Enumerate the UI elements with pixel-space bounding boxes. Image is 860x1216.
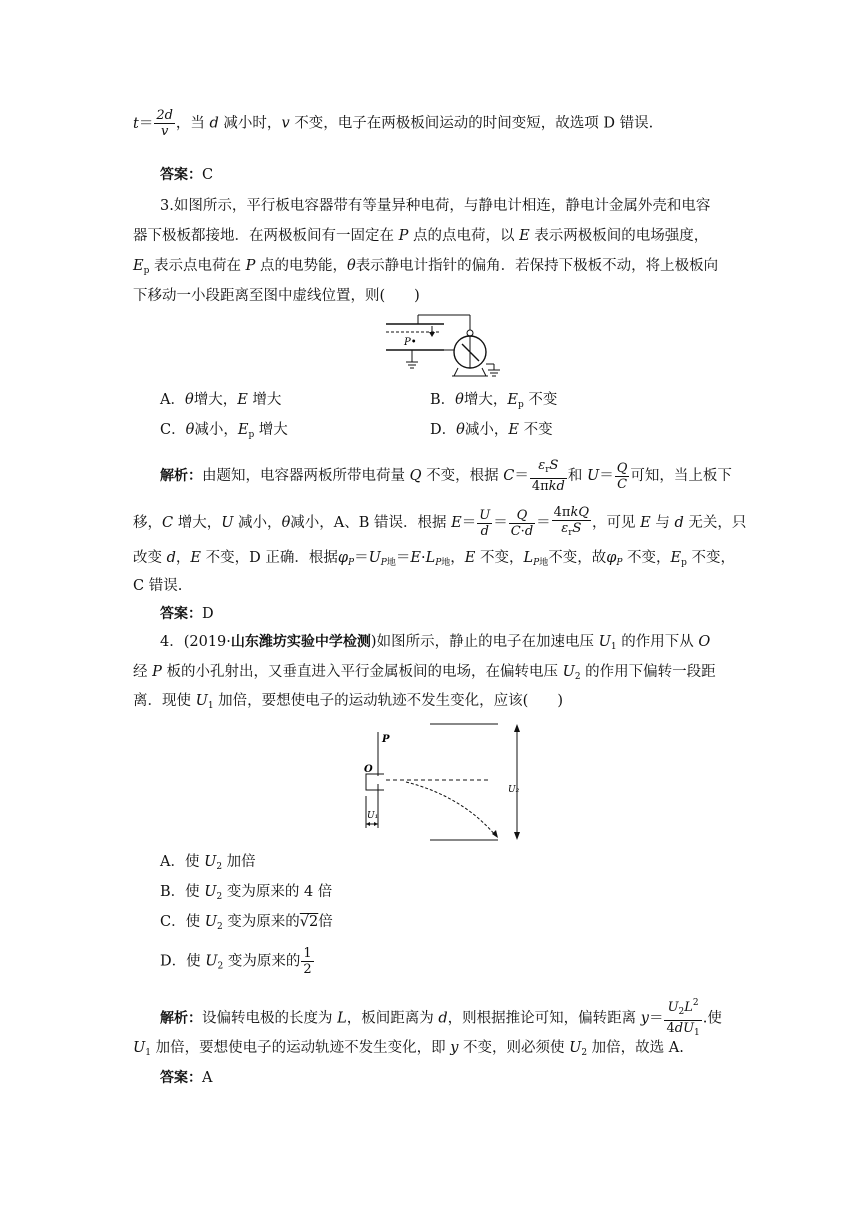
q3-explanation-line-4: C 错误.	[133, 578, 183, 594]
q3-option-b: B．θ增大，$E_p$ 不变	[430, 392, 558, 410]
q3-line-2: 器下极板都接地．在两极板间有一固定在 P 点的点电荷，以 E 表示两极板间的电场强度，	[133, 228, 709, 244]
q4-line-1: 4．(2019·山东潍坊实验中学检测)如图所示，静止的电子在加速电压 $U_1$ 的作用下从 O	[160, 634, 711, 652]
q4-line-3: 离．现使 $U_1$ 加倍，要想使电子的运动轨迹不发生变化，应该( )	[133, 693, 563, 711]
answer-d: 答案：D	[160, 606, 214, 622]
q3-option-a: A．θ增大，E 增大	[160, 392, 282, 408]
capacitor-electrometer-diagram	[382, 312, 542, 378]
u2-label: U₂	[508, 785, 520, 795]
time-formula: t＝ $\frac{2d}{v}$	[133, 108, 173, 139]
q4-option-a: A．使 $U_2$ 加倍	[160, 854, 256, 872]
q3-option-c: C．θ减小，$E_p$ 增大	[160, 422, 288, 440]
top-continuation-line: t＝ $\frac{2d}{v}$ ，当 d 减小时，v 不变，电子在两极板间运动的时间变短，故选项 D 错误.	[133, 108, 654, 139]
o-label: O	[364, 764, 373, 775]
point-p-label: P•	[404, 337, 417, 348]
p-plate-label: P	[382, 734, 390, 745]
q3-option-d: D．θ减小，E 不变	[430, 422, 553, 438]
q4-explanation-line-1: 解析：设偏转电极的长度为 L，板间距离为 d，则根据推论可知，偏转距离 y＝ $\frac{U_2L^2}{4dU_1}$ .使	[160, 998, 722, 1038]
answer-a: 答案：A	[160, 1070, 213, 1086]
q4-explanation-line-2: $U_1$ 加倍，要想使电子的运动轨迹不发生变化，即 y 不变，则必须使 $U_2$ 加倍，故选 A.	[133, 1040, 684, 1058]
q4-option-d: D．使 $U_2$ 变为原来的 $\frac{1}{2}$	[160, 946, 312, 977]
answer-c: 答案：C	[160, 167, 214, 183]
q3-explanation-line-2: 移，C 增大，U 减小，θ减小，A、B 错误．根据 E＝ $\frac{U}{d}$ ＝ $\frac{Q}{C\cdot d}$ ＝ $\frac{\text{4πkQ}}{\varepsilon_rS}$ ，可见 E 与 d 无关，只	[133, 505, 747, 539]
u1-label: U₁	[367, 811, 379, 821]
q3-explanation-line-1: 解析：由题知，电容器两板所带电荷量 Q 不变，根据 C＝ $\frac{\varepsilon_rS}{\text{4πkd}}$ 和 U＝ $\frac{Q}{C}$ 可知，当上板下	[160, 458, 732, 494]
q4-option-b: B．使 $U_2$ 变为原来的 4 倍	[160, 884, 333, 902]
q4-option-c: C．使 $U_2$ 变为原来的√2倍	[160, 914, 333, 932]
q3-explanation-line-3: 改变 d，E 不变，D 正确．根据$\varphi_P=U_{P地}=E\cdot L_{P地}$，E 不变，$L_{P地}$不变，故$\varphi_P$ 不变，$E_p$ 不变，	[133, 550, 736, 568]
q3-line-1: 3.如图所示，平行板电容器带有等量异种电荷，与静电计相连，静电计金属外壳和电容	[160, 198, 711, 214]
q3-line-3: $E_p$ 表示点电荷在 P 点的电势能，θ表示静电计指针的偏角．若保持下极板不动，将上极板向	[133, 258, 719, 276]
q3-line-4: 下移动一小段距离至图中虚线位置，则( )	[133, 288, 420, 304]
electron-deflection-diagram	[362, 716, 542, 846]
q4-line-2: 经 P 板的小孔射出，又垂直进入平行金属板间的电场，在偏转电压 $U_2$ 的作用下偏转一段距	[133, 664, 716, 682]
